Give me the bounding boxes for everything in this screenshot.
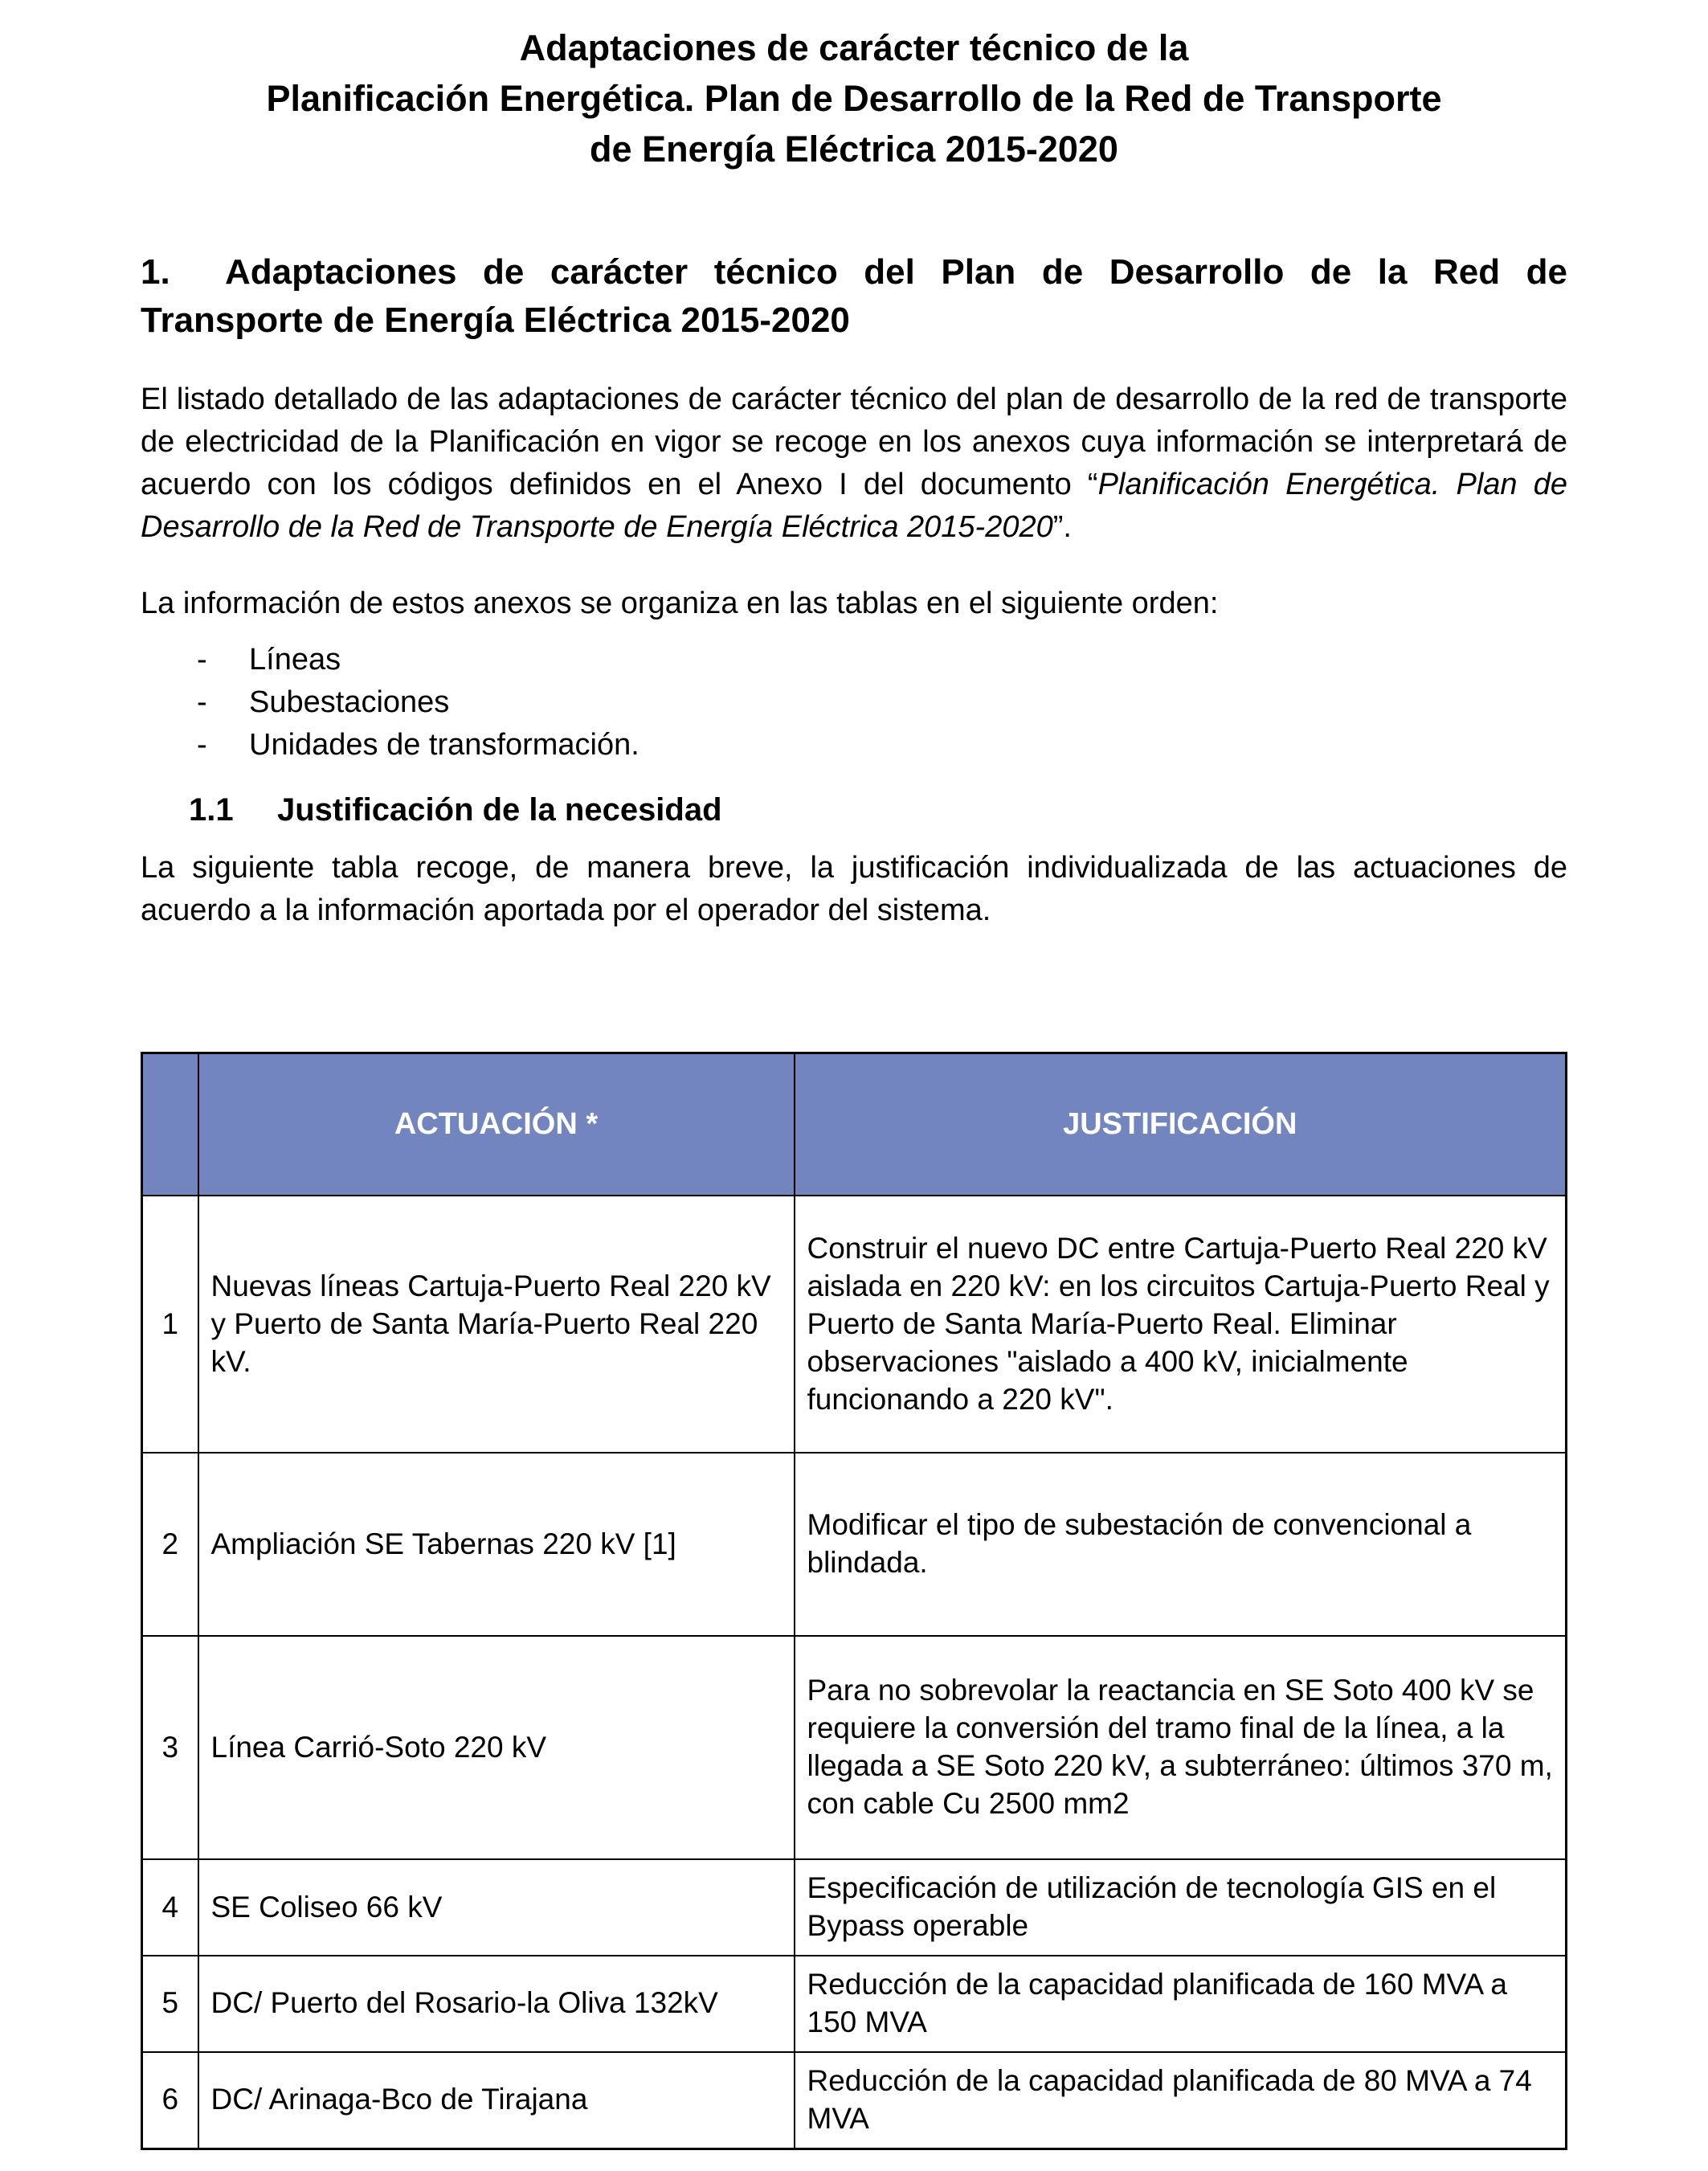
row-justificacion: Para no sobrevolar la reactancia en SE Soto 400 kV se requiere la conversión del tramo final de la línea, a la llegada a SE Soto 220 kV, a subterráneo: últimos 370 m, con cable Cu 2500 mm2 (795, 1636, 1567, 1859)
intro-paragraph-text: El listado detallado de las adaptaciones de carácter técnico del plan de desarrollo de la red de transporte de electricidad de la Planificación en vigor se recoge en los anexos cuya información se interpretará de acuerdo con los códigos definidos en el Anexo I del documento “ (141, 382, 1567, 502)
row-actuacion: Ampliación SE Tabernas 220 kV [1] (198, 1453, 795, 1636)
intro-paragraph-end: ”. (1052, 510, 1072, 545)
section-1-heading (141, 248, 1567, 345)
section-1-number: 1. (141, 252, 170, 292)
document-title-line-1: Adaptaciones de carácter técnico de la (519, 27, 1189, 68)
row-justificacion: Reducción de la capacidad planificada de 80 MVA a 74 MVA (795, 2052, 1567, 2149)
row-actuacion: Nuevas líneas Cartuja-Puerto Real 220 kV y Puerto de Santa María-Puerto Real 220 kV. (198, 1196, 795, 1453)
dash-marker: - (197, 642, 207, 677)
list-item-label: Subestaciones (249, 685, 450, 719)
table-header-row (142, 1053, 1567, 1196)
list-item-label: Unidades de transformación. (249, 727, 639, 762)
table-row (142, 1453, 1567, 1636)
intro-paragraph-italic-reference: Planificación Energética. Plan de Desarrollo de la Red de Transporte de Energía Eléctrica 2015-2020 (141, 468, 1567, 545)
row-actuacion: SE Coliseo 66 kV (198, 1859, 795, 1956)
document-title-line-2: Planificación Energética. Plan de Desarrollo de la Red de Transporte (266, 78, 1442, 119)
header-cell-number (142, 1053, 198, 1196)
row-justificacion: Modificar el tipo de subestación de convencional a blindada. (795, 1453, 1567, 1636)
row-number: 5 (142, 1956, 198, 2052)
table-row (142, 1636, 1567, 1859)
section-1-1-number: 1.1 (189, 792, 234, 828)
document-title (141, 22, 1567, 174)
row-actuacion: DC/ Puerto del Rosario-la Oliva 132kV (198, 1956, 795, 2052)
row-number: 1 (142, 1196, 198, 1453)
section-1-1-heading-text: Justificación de la necesidad (277, 792, 722, 828)
row-number: 6 (142, 2052, 198, 2149)
document-title-line-3: de Energía Eléctrica 2015-2020 (590, 129, 1118, 170)
justification-intro-paragraph: La siguiente tabla recoge, de manera breve, la justificación individualizada de las actuaciones de acuerdo a la información aportada por el operador del sistema. (141, 851, 1567, 928)
table-row (142, 1859, 1567, 1956)
row-actuacion: DC/ Arinaga-Bco de Tirajana (198, 2052, 795, 2149)
table-row (142, 1196, 1567, 1453)
dash-marker: - (197, 727, 207, 762)
intro-paragraph (141, 378, 1567, 550)
dash-marker: - (197, 685, 207, 719)
row-actuacion: Línea Carrió-Soto 220 kV (198, 1636, 795, 1859)
section-1-heading-text: Adaptaciones de carácter técnico del Plan de Desarrollo de la Red de Transporte de Energía Eléctrica 2015-2020 (141, 252, 1567, 340)
list-item-lineas (197, 639, 1567, 681)
justification-table-body (142, 1196, 1567, 2149)
row-number: 2 (142, 1453, 198, 1636)
table-row (142, 1956, 1567, 2052)
list-item-subestaciones (197, 681, 1567, 724)
section-1-1-heading (189, 787, 1567, 832)
table-row (142, 2052, 1567, 2149)
row-number: 3 (142, 1636, 198, 1859)
row-justificacion: Construir el nuevo DC entre Cartuja-Puerto Real 220 kV aislada en 220 kV: en los circuitos Cartuja-Puerto Real y Puerto de Santa María-Puerto Real. Eliminar observaciones "aislado a 400 kV, inicialmente funcionando a 220 kV". (795, 1196, 1567, 1453)
row-justificacion: Especificación de utilización de tecnología GIS en el Bypass operable (795, 1859, 1567, 1956)
list-item-label: Líneas (249, 642, 341, 677)
annex-order-list (141, 639, 1567, 767)
header-cell-justificacion: JUSTIFICACIÓN (795, 1053, 1567, 1196)
row-number: 4 (142, 1859, 198, 1956)
header-cell-actuacion: ACTUACIÓN * (198, 1053, 795, 1196)
list-item-unidades (197, 724, 1567, 767)
justification-table-header (142, 1053, 1567, 1196)
justification-table (141, 1052, 1567, 2150)
order-paragraph: La información de estos anexos se organiza en las tablas en el siguiente orden: (141, 587, 1219, 621)
row-justificacion: Reducción de la capacidad planificada de 160 MVA a 150 MVA (795, 1956, 1567, 2052)
